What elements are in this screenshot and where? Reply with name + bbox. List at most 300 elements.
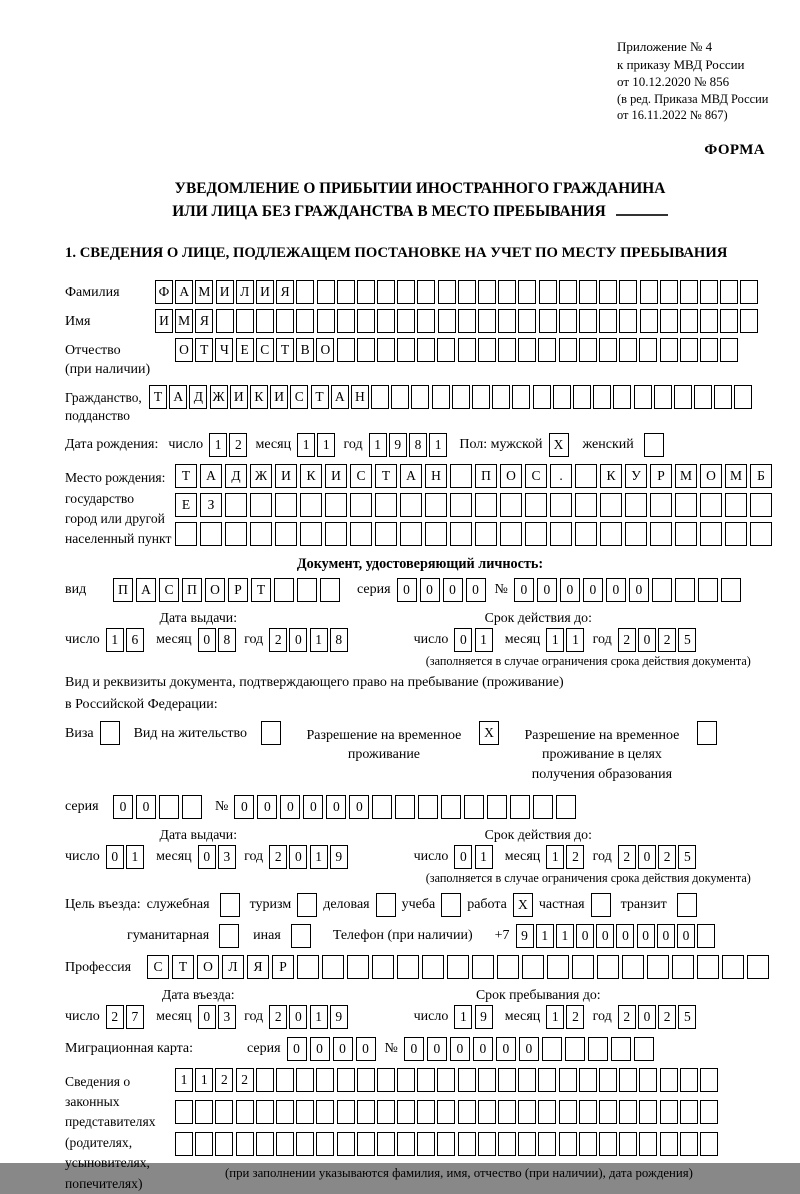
char-box[interactable] — [256, 1100, 274, 1124]
char-box[interactable] — [654, 385, 672, 409]
char-box[interactable] — [472, 955, 494, 979]
char-box[interactable] — [400, 522, 422, 546]
char-box[interactable] — [397, 1132, 415, 1156]
char-box[interactable]: 0 — [560, 578, 580, 602]
char-box[interactable]: 1 — [454, 1005, 472, 1029]
char-box[interactable] — [559, 309, 577, 333]
char-box[interactable] — [215, 1100, 233, 1124]
char-box[interactable] — [377, 1068, 395, 1092]
char-box[interactable]: 0 — [576, 924, 594, 948]
char-box[interactable] — [437, 1100, 455, 1124]
char-box[interactable]: К — [300, 464, 322, 488]
char-box[interactable]: С — [147, 955, 169, 979]
char-box[interactable]: 0 — [136, 795, 156, 819]
char-box[interactable]: О — [700, 464, 722, 488]
char-box[interactable]: 0 — [289, 628, 307, 652]
char-box[interactable] — [750, 522, 772, 546]
char-box[interactable]: И — [325, 464, 347, 488]
char-box[interactable]: 0 — [583, 578, 603, 602]
char-box[interactable] — [720, 280, 738, 304]
char-box[interactable] — [357, 280, 375, 304]
char-box[interactable] — [542, 1037, 562, 1061]
char-box[interactable] — [300, 493, 322, 517]
char-box[interactable]: 1 — [126, 845, 144, 869]
char-box[interactable]: А — [136, 578, 156, 602]
char-box[interactable] — [579, 1132, 597, 1156]
char-box[interactable]: С — [350, 464, 372, 488]
char-box[interactable] — [357, 338, 375, 362]
char-box[interactable]: 0 — [637, 924, 655, 948]
char-box[interactable] — [722, 955, 744, 979]
char-box[interactable]: З — [200, 493, 222, 517]
char-box[interactable] — [350, 493, 372, 517]
char-box[interactable] — [525, 522, 547, 546]
char-box[interactable] — [377, 1100, 395, 1124]
char-box[interactable] — [697, 955, 719, 979]
char-box[interactable]: 2 — [618, 628, 636, 652]
char-box[interactable] — [538, 1068, 556, 1092]
char-box[interactable]: О — [316, 338, 334, 362]
char-box[interactable] — [375, 493, 397, 517]
char-box[interactable]: 0 — [466, 578, 486, 602]
char-box[interactable] — [674, 385, 692, 409]
char-box[interactable] — [498, 1100, 516, 1124]
char-box[interactable]: 0 — [638, 628, 656, 652]
char-box[interactable] — [518, 280, 536, 304]
char-box[interactable] — [159, 795, 179, 819]
char-box[interactable] — [337, 1132, 355, 1156]
char-box[interactable] — [325, 522, 347, 546]
temp-residence-edu-checkbox[interactable] — [697, 721, 717, 745]
char-box[interactable] — [700, 1132, 718, 1156]
purpose-transit-checkbox[interactable] — [677, 893, 697, 917]
char-box[interactable]: 6 — [126, 628, 144, 652]
char-box[interactable]: 3 — [218, 845, 236, 869]
char-box[interactable] — [497, 955, 519, 979]
char-box[interactable] — [422, 955, 444, 979]
char-box[interactable]: Ж — [250, 464, 272, 488]
char-box[interactable] — [216, 309, 234, 333]
purpose-other-checkbox[interactable] — [291, 924, 311, 948]
char-box[interactable] — [458, 1068, 476, 1092]
char-box[interactable] — [625, 493, 647, 517]
char-box[interactable] — [275, 493, 297, 517]
char-box[interactable] — [337, 309, 355, 333]
char-box[interactable] — [236, 1100, 254, 1124]
char-box[interactable]: Я — [195, 309, 213, 333]
char-box[interactable] — [357, 309, 375, 333]
char-box[interactable] — [432, 385, 450, 409]
purpose-official-checkbox[interactable] — [220, 893, 240, 917]
char-box[interactable]: 9 — [330, 1005, 348, 1029]
char-box[interactable] — [725, 522, 747, 546]
char-box[interactable]: 2 — [269, 845, 287, 869]
char-box[interactable] — [579, 338, 597, 362]
char-box[interactable] — [697, 924, 715, 948]
char-box[interactable]: 0 — [289, 1005, 307, 1029]
char-box[interactable] — [487, 795, 507, 819]
char-box[interactable]: О — [500, 464, 522, 488]
char-box[interactable]: . — [550, 464, 572, 488]
char-box[interactable] — [613, 385, 631, 409]
char-box[interactable] — [478, 280, 496, 304]
char-box[interactable]: 1 — [556, 924, 574, 948]
char-box[interactable] — [639, 1132, 657, 1156]
char-box[interactable]: 2 — [229, 433, 247, 457]
char-box[interactable]: Р — [228, 578, 248, 602]
char-box[interactable] — [720, 309, 738, 333]
char-box[interactable]: 1 — [310, 1005, 328, 1029]
char-box[interactable] — [700, 309, 718, 333]
char-box[interactable]: Н — [425, 464, 447, 488]
char-box[interactable] — [337, 338, 355, 362]
char-box[interactable]: 2 — [269, 628, 287, 652]
char-box[interactable] — [296, 1068, 314, 1092]
char-box[interactable] — [175, 1100, 193, 1124]
char-box[interactable] — [475, 493, 497, 517]
char-box[interactable] — [518, 338, 536, 362]
char-box[interactable]: М — [195, 280, 213, 304]
char-box[interactable] — [539, 309, 557, 333]
char-box[interactable] — [478, 1068, 496, 1092]
char-box[interactable]: 0 — [496, 1037, 516, 1061]
char-box[interactable]: 0 — [473, 1037, 493, 1061]
char-box[interactable] — [256, 1068, 274, 1092]
char-box[interactable]: 2 — [618, 1005, 636, 1029]
char-box[interactable]: 0 — [519, 1037, 539, 1061]
char-box[interactable] — [215, 1132, 233, 1156]
char-box[interactable]: Т — [149, 385, 167, 409]
char-box[interactable] — [680, 1068, 698, 1092]
char-box[interactable]: А — [175, 280, 193, 304]
char-box[interactable] — [478, 1100, 496, 1124]
char-box[interactable] — [175, 1132, 193, 1156]
char-box[interactable]: 1 — [475, 628, 493, 652]
char-box[interactable]: Б — [750, 464, 772, 488]
char-box[interactable] — [397, 1100, 415, 1124]
char-box[interactable] — [417, 309, 435, 333]
char-box[interactable] — [700, 1100, 718, 1124]
char-box[interactable]: В — [296, 338, 314, 362]
char-box[interactable] — [593, 385, 611, 409]
char-box[interactable]: Ж — [210, 385, 228, 409]
char-box[interactable] — [700, 1068, 718, 1092]
char-box[interactable]: А — [169, 385, 187, 409]
char-box[interactable] — [276, 309, 294, 333]
char-box[interactable]: 0 — [450, 1037, 470, 1061]
char-box[interactable] — [337, 1100, 355, 1124]
char-box[interactable]: 5 — [678, 845, 696, 869]
char-box[interactable] — [400, 493, 422, 517]
char-box[interactable] — [559, 1132, 577, 1156]
char-box[interactable] — [437, 1068, 455, 1092]
char-box[interactable]: Е — [236, 338, 254, 362]
char-box[interactable] — [747, 955, 769, 979]
char-box[interactable] — [619, 1132, 637, 1156]
char-box[interactable] — [182, 795, 202, 819]
char-box[interactable]: Т — [311, 385, 329, 409]
char-box[interactable] — [357, 1100, 375, 1124]
char-box[interactable] — [680, 280, 698, 304]
char-box[interactable] — [250, 522, 272, 546]
char-box[interactable] — [225, 493, 247, 517]
char-box[interactable] — [417, 1100, 435, 1124]
char-box[interactable] — [397, 955, 419, 979]
char-box[interactable]: 2 — [236, 1068, 254, 1092]
char-box[interactable]: И — [270, 385, 288, 409]
char-box[interactable] — [297, 955, 319, 979]
char-box[interactable] — [500, 493, 522, 517]
char-box[interactable]: 1 — [317, 433, 335, 457]
char-box[interactable] — [450, 493, 472, 517]
char-box[interactable]: 1 — [546, 845, 564, 869]
char-box[interactable]: 1 — [175, 1068, 193, 1092]
char-box[interactable] — [325, 493, 347, 517]
char-box[interactable]: 2 — [269, 1005, 287, 1029]
char-box[interactable] — [518, 1132, 536, 1156]
char-box[interactable] — [498, 280, 516, 304]
char-box[interactable]: 0 — [427, 1037, 447, 1061]
char-box[interactable]: М — [725, 464, 747, 488]
char-box[interactable] — [458, 280, 476, 304]
char-box[interactable] — [397, 280, 415, 304]
char-box[interactable]: А — [400, 464, 422, 488]
char-box[interactable] — [652, 578, 672, 602]
char-box[interactable]: С — [290, 385, 308, 409]
char-box[interactable] — [357, 1132, 375, 1156]
char-box[interactable]: 0 — [198, 845, 216, 869]
char-box[interactable]: 1 — [195, 1068, 213, 1092]
char-box[interactable]: Н — [351, 385, 369, 409]
char-box[interactable] — [250, 493, 272, 517]
char-box[interactable] — [518, 1100, 536, 1124]
char-box[interactable] — [417, 1132, 435, 1156]
char-box[interactable]: И — [275, 464, 297, 488]
char-box[interactable] — [639, 1100, 657, 1124]
char-box[interactable]: 0 — [198, 628, 216, 652]
char-box[interactable] — [660, 1100, 678, 1124]
char-box[interactable]: 2 — [566, 845, 584, 869]
char-box[interactable]: Т — [375, 464, 397, 488]
char-box[interactable]: К — [250, 385, 268, 409]
char-box[interactable] — [547, 955, 569, 979]
char-box[interactable] — [437, 1132, 455, 1156]
char-box[interactable]: Л — [236, 280, 254, 304]
char-box[interactable]: 0 — [629, 578, 649, 602]
char-box[interactable] — [720, 338, 738, 362]
char-box[interactable]: Т — [251, 578, 271, 602]
char-box[interactable] — [377, 280, 395, 304]
char-box[interactable] — [700, 522, 722, 546]
char-box[interactable] — [550, 493, 572, 517]
char-box[interactable] — [559, 338, 577, 362]
char-box[interactable] — [579, 1068, 597, 1092]
char-box[interactable] — [660, 280, 678, 304]
char-box[interactable] — [660, 1068, 678, 1092]
char-box[interactable] — [391, 385, 409, 409]
char-box[interactable] — [276, 1068, 294, 1092]
char-box[interactable]: О — [197, 955, 219, 979]
char-box[interactable] — [553, 385, 571, 409]
char-box[interactable] — [475, 522, 497, 546]
char-box[interactable] — [647, 955, 669, 979]
char-box[interactable]: 0 — [303, 795, 323, 819]
char-box[interactable] — [533, 795, 553, 819]
char-box[interactable] — [472, 385, 490, 409]
char-box[interactable] — [734, 385, 752, 409]
char-box[interactable]: 0 — [234, 795, 254, 819]
char-box[interactable]: Я — [276, 280, 294, 304]
char-box[interactable] — [296, 1132, 314, 1156]
char-box[interactable]: 0 — [606, 578, 626, 602]
char-box[interactable]: 8 — [218, 628, 236, 652]
char-box[interactable]: 1 — [475, 845, 493, 869]
char-box[interactable]: М — [175, 309, 193, 333]
char-box[interactable] — [660, 309, 678, 333]
char-box[interactable] — [559, 1068, 577, 1092]
char-box[interactable]: О — [175, 338, 193, 362]
char-box[interactable] — [619, 338, 637, 362]
char-box[interactable] — [478, 309, 496, 333]
char-box[interactable] — [518, 309, 536, 333]
char-box[interactable] — [452, 385, 470, 409]
char-box[interactable]: 1 — [209, 433, 227, 457]
char-box[interactable]: 1 — [369, 433, 387, 457]
char-box[interactable] — [634, 1037, 654, 1061]
char-box[interactable]: 9 — [330, 845, 348, 869]
char-box[interactable]: 9 — [389, 433, 407, 457]
char-box[interactable]: С — [525, 464, 547, 488]
char-box[interactable] — [625, 522, 647, 546]
char-box[interactable]: 0 — [113, 795, 133, 819]
char-box[interactable] — [225, 522, 247, 546]
char-box[interactable] — [256, 1132, 274, 1156]
char-box[interactable]: 2 — [215, 1068, 233, 1092]
char-box[interactable]: И — [216, 280, 234, 304]
char-box[interactable] — [559, 1100, 577, 1124]
char-box[interactable]: 0 — [677, 924, 695, 948]
char-box[interactable]: 2 — [658, 845, 676, 869]
visa-checkbox[interactable] — [100, 721, 120, 745]
char-box[interactable]: 0 — [454, 845, 472, 869]
char-box[interactable]: 0 — [454, 628, 472, 652]
char-box[interactable] — [425, 522, 447, 546]
char-box[interactable] — [639, 338, 657, 362]
char-box[interactable] — [672, 955, 694, 979]
char-box[interactable]: 0 — [420, 578, 440, 602]
char-box[interactable] — [236, 1132, 254, 1156]
char-box[interactable] — [599, 1100, 617, 1124]
char-box[interactable] — [714, 385, 732, 409]
char-box[interactable] — [750, 493, 772, 517]
char-box[interactable]: 5 — [678, 1005, 696, 1029]
char-box[interactable] — [550, 522, 572, 546]
char-box[interactable]: Л — [222, 955, 244, 979]
char-box[interactable]: 0 — [397, 578, 417, 602]
temp-residence-checkbox[interactable]: X — [479, 721, 499, 745]
purpose-study-checkbox[interactable] — [441, 893, 461, 917]
char-box[interactable] — [276, 1132, 294, 1156]
char-box[interactable]: Я — [247, 955, 269, 979]
char-box[interactable] — [512, 385, 530, 409]
char-box[interactable] — [575, 464, 597, 488]
char-box[interactable] — [195, 1132, 213, 1156]
char-box[interactable] — [698, 578, 718, 602]
char-box[interactable] — [236, 309, 254, 333]
char-box[interactable]: 5 — [678, 628, 696, 652]
char-box[interactable]: 0 — [596, 924, 614, 948]
char-box[interactable]: 2 — [658, 628, 676, 652]
char-box[interactable] — [565, 1037, 585, 1061]
residence-permit-checkbox[interactable] — [261, 721, 281, 745]
char-box[interactable]: 0 — [443, 578, 463, 602]
char-box[interactable] — [256, 309, 274, 333]
sex-male-checkbox[interactable]: X — [549, 433, 569, 457]
char-box[interactable] — [337, 1068, 355, 1092]
char-box[interactable] — [538, 1132, 556, 1156]
char-box[interactable] — [559, 280, 577, 304]
char-box[interactable]: 1 — [536, 924, 554, 948]
char-box[interactable]: Т — [195, 338, 213, 362]
char-box[interactable]: 2 — [566, 1005, 584, 1029]
char-box[interactable] — [296, 1100, 314, 1124]
char-box[interactable]: 1 — [106, 628, 124, 652]
char-box[interactable]: 1 — [297, 433, 315, 457]
char-box[interactable] — [740, 280, 758, 304]
char-box[interactable] — [518, 1068, 536, 1092]
char-box[interactable] — [700, 280, 718, 304]
char-box[interactable] — [680, 1132, 698, 1156]
char-box[interactable] — [317, 309, 335, 333]
char-box[interactable] — [579, 309, 597, 333]
char-box[interactable]: 0 — [310, 1037, 330, 1061]
char-box[interactable] — [640, 309, 658, 333]
char-box[interactable] — [597, 955, 619, 979]
char-box[interactable]: Т — [172, 955, 194, 979]
char-box[interactable] — [372, 795, 392, 819]
char-box[interactable] — [296, 309, 314, 333]
char-box[interactable] — [675, 522, 697, 546]
char-box[interactable] — [599, 1068, 617, 1092]
char-box[interactable] — [525, 493, 547, 517]
char-box[interactable] — [539, 280, 557, 304]
char-box[interactable]: 0 — [514, 578, 534, 602]
char-box[interactable] — [450, 522, 472, 546]
char-box[interactable] — [322, 955, 344, 979]
char-box[interactable]: 1 — [546, 1005, 564, 1029]
char-box[interactable]: 0 — [356, 1037, 376, 1061]
char-box[interactable] — [498, 1132, 516, 1156]
char-box[interactable] — [650, 522, 672, 546]
char-box[interactable] — [411, 385, 429, 409]
char-box[interactable] — [417, 280, 435, 304]
char-box[interactable] — [337, 280, 355, 304]
char-box[interactable] — [675, 578, 695, 602]
char-box[interactable]: 8 — [409, 433, 427, 457]
char-box[interactable] — [675, 493, 697, 517]
purpose-tourism-checkbox[interactable] — [297, 893, 317, 917]
char-box[interactable] — [317, 280, 335, 304]
char-box[interactable] — [533, 385, 551, 409]
char-box[interactable] — [600, 493, 622, 517]
char-box[interactable] — [622, 955, 644, 979]
char-box[interactable] — [316, 1100, 334, 1124]
sex-female-checkbox[interactable] — [644, 433, 664, 457]
char-box[interactable] — [538, 1100, 556, 1124]
char-box[interactable]: А — [331, 385, 349, 409]
char-box[interactable]: 2 — [658, 1005, 676, 1029]
char-box[interactable]: 2 — [618, 845, 636, 869]
